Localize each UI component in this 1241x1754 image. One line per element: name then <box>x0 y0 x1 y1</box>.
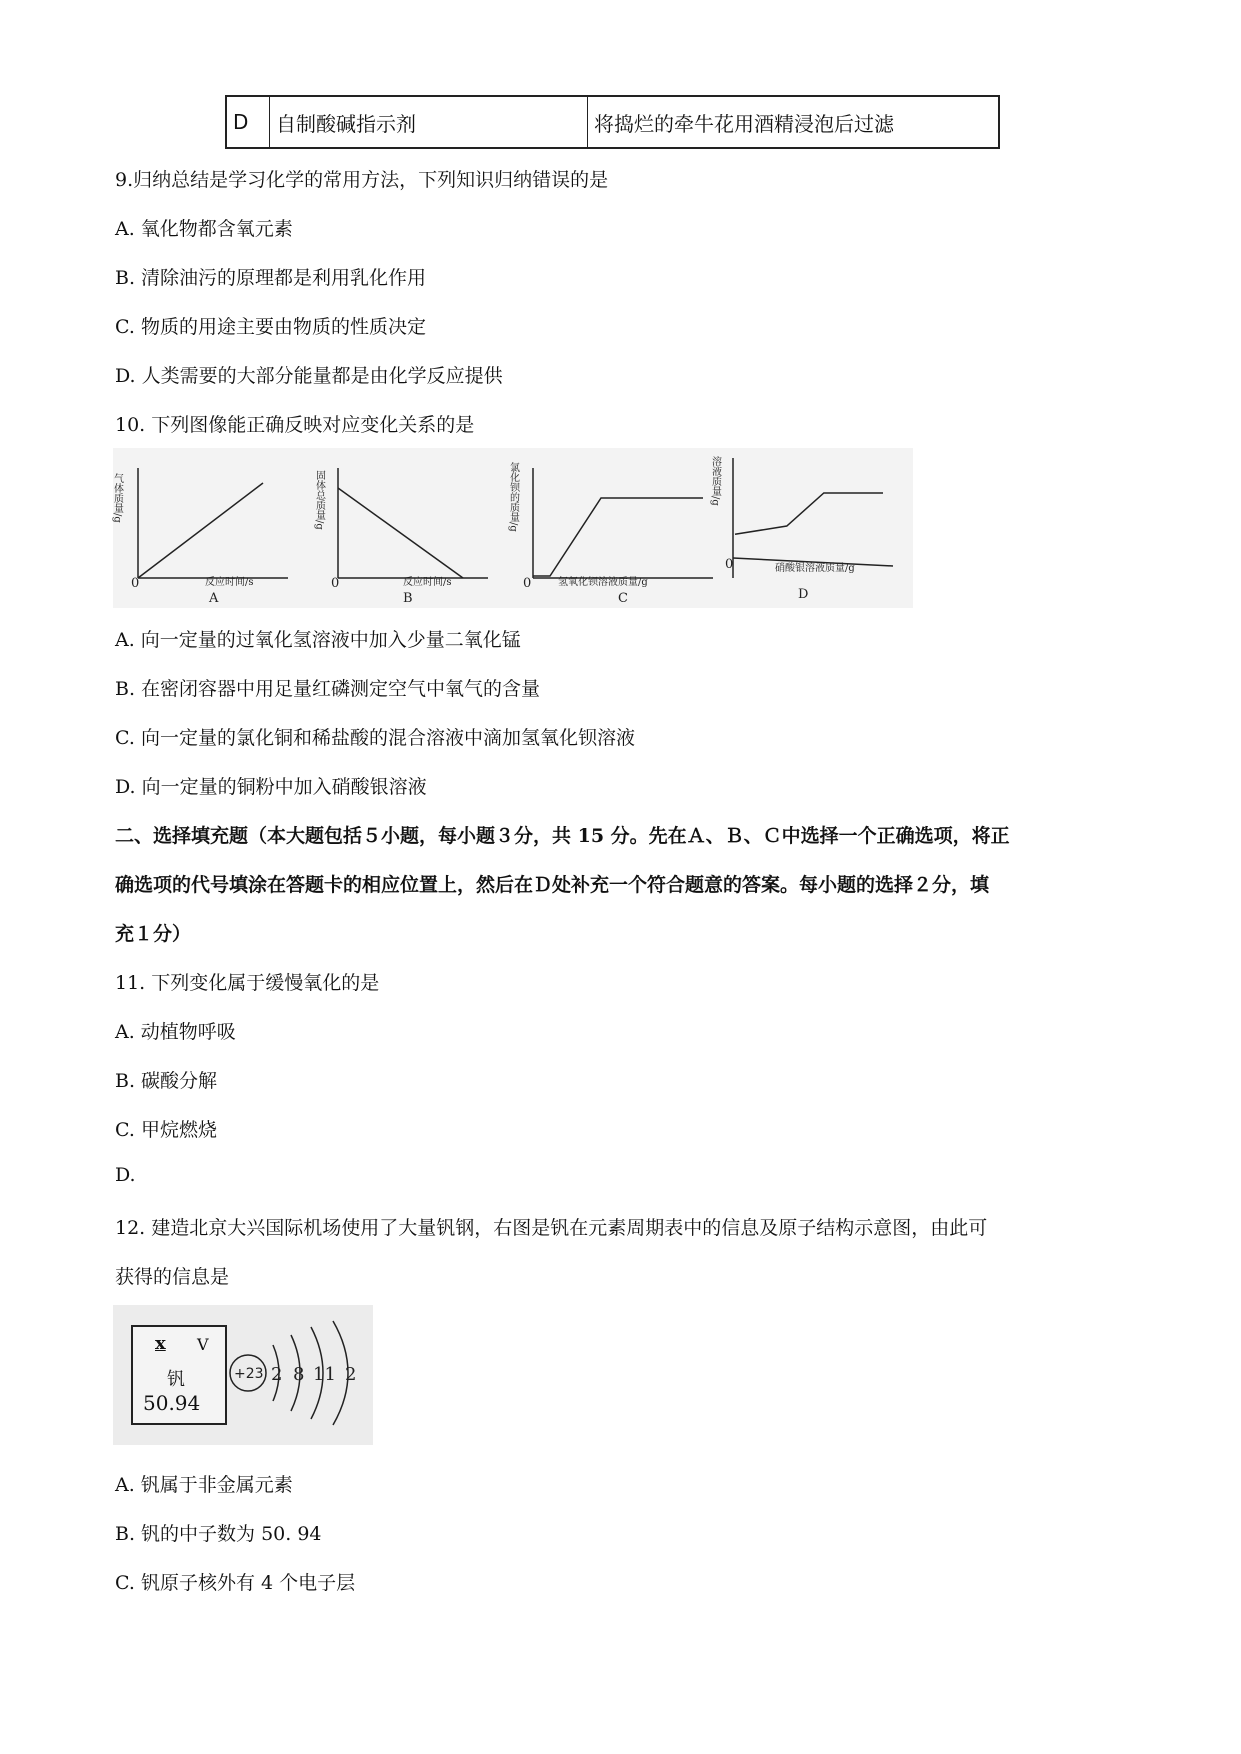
q11-option-a: A. 动植物呼吸 <box>115 1021 236 1043</box>
q12-option-a: A. 钒属于非金属元素 <box>115 1474 293 1496</box>
shell-electrons-3: 11 <box>313 1364 336 1385</box>
q9-option-b: B. 清除油污的原理都是利用乳化作用 <box>115 267 427 289</box>
graph-c-line <box>533 498 703 576</box>
element-name: 钒 <box>167 1369 185 1390</box>
graph-d-ylabel: 溶液质量/g <box>709 456 721 506</box>
shell-electrons-1: 2 <box>271 1364 283 1385</box>
graph-c-origin: 0 <box>523 576 532 591</box>
graph-c-xlabel: 氢氧化钡溶液质量/g <box>558 577 648 588</box>
q11-option-c: C. 甲烷燃烧 <box>115 1119 217 1141</box>
graph-d <box>710 455 894 602</box>
row-label: D <box>226 96 270 148</box>
q12-option-c: C. 钒原子核外有 4 个电子层 <box>115 1572 356 1594</box>
q12-option-b: B. 钒的中子数为 50. 94 <box>115 1523 322 1545</box>
atomic-mass: 50.94 <box>143 1391 201 1415</box>
element-symbol: V <box>197 1335 209 1354</box>
q10-graphs <box>113 448 913 608</box>
q11-stem: 11. 下列变化属于缓慢氧化的是 <box>115 972 380 994</box>
q10-stem: 10. 下列图像能正确反映对应变化关系的是 <box>115 414 475 436</box>
shell-electrons-2: 8 <box>293 1364 305 1385</box>
graph-c-panel: C <box>618 591 628 606</box>
q9-option-c: C. 物质的用途主要由物质的性质决定 <box>115 316 426 338</box>
graph-d-panel: D <box>798 587 809 602</box>
graph-d-xlabel: 硝酸银溶液质量/g <box>775 563 855 574</box>
graph-b <box>314 468 489 606</box>
graph-d-line <box>735 493 883 534</box>
nucleus-charge: +23 <box>234 1366 264 1382</box>
graph-b-xlabel: 反应时间/s <box>403 577 452 588</box>
vanadium-figure <box>113 1305 373 1445</box>
q9-option-d: D. 人类需要的大部分能量都是由化学反应提供 <box>115 365 503 387</box>
graph-a-panel: A <box>209 591 219 606</box>
graph-a-line <box>138 483 263 578</box>
q11-option-b: B. 碳酸分解 <box>115 1070 218 1092</box>
atom-structure-diagram <box>113 1305 373 1445</box>
table-row <box>226 96 999 148</box>
graph-c-ylabel: 氯化钡的质量/g <box>507 462 519 532</box>
graph-a-ylabel: 气体质量/g <box>111 473 123 523</box>
q11-option-d: D. <box>115 1164 136 1186</box>
graph-a-xlabel: 反应时间/s <box>205 577 254 588</box>
section2-line-2: 确选项的代号填涂在答题卡的相应位置上，然后在Ｄ处补充一个符合题意的答案。每小题的选择２分，填 <box>115 874 990 896</box>
section2-line-1: 二、选择填充题（本大题包括５小题，每小题３分，共 15 分。先在Ａ、Ｂ、Ｃ中选择一个正确选项，将正 <box>115 825 1010 847</box>
row-method: 将捣烂的牵牛花用酒精浸泡后过滤 <box>588 96 1000 148</box>
q10-option-c: C. 向一定量的氯化铜和稀盐酸的混合溶液中滴加氢氧化钡溶液 <box>115 727 635 749</box>
q9-option-a: A. 氧化物都含氧元素 <box>115 218 293 240</box>
q10-option-b: B. 在密闭容器中用足量红磷测定空气中氧气的含量 <box>115 678 541 700</box>
q12-stem-line-1: 12. 建造北京大兴国际机场使用了大量钒钢，右图是钒在元素周期表中的信息及原子结构示意图，由此可 <box>115 1217 988 1239</box>
graph-a-origin: 0 <box>131 576 140 591</box>
q10-option-d: D. 向一定量的铜粉中加入硝酸银溶液 <box>115 776 427 798</box>
graph-b-panel: B <box>403 591 413 606</box>
atomic-number: x <box>155 1333 166 1354</box>
graph-b-ylabel: 固体总质量/g <box>313 470 325 530</box>
graph-b-origin: 0 <box>331 576 340 591</box>
q10-option-a: A. 向一定量的过氧化氢溶液中加入少量二氧化锰 <box>115 629 521 651</box>
q12-stem-line-2: 获得的信息是 <box>115 1266 230 1288</box>
graph-a <box>112 468 289 606</box>
row-task: 自制酸碱指示剂 <box>270 96 588 148</box>
experiment-table <box>225 95 1000 149</box>
q9-stem: 9.归纳总结是学习化学的常用方法，下列知识归纳错误的是 <box>115 169 609 191</box>
graph-c <box>508 461 714 606</box>
shell-electrons-4: 2 <box>345 1364 357 1385</box>
graph-b-line <box>338 488 463 578</box>
graph-d-origin: 0 <box>725 557 734 572</box>
section2-line-3: 充１分） <box>115 923 192 945</box>
